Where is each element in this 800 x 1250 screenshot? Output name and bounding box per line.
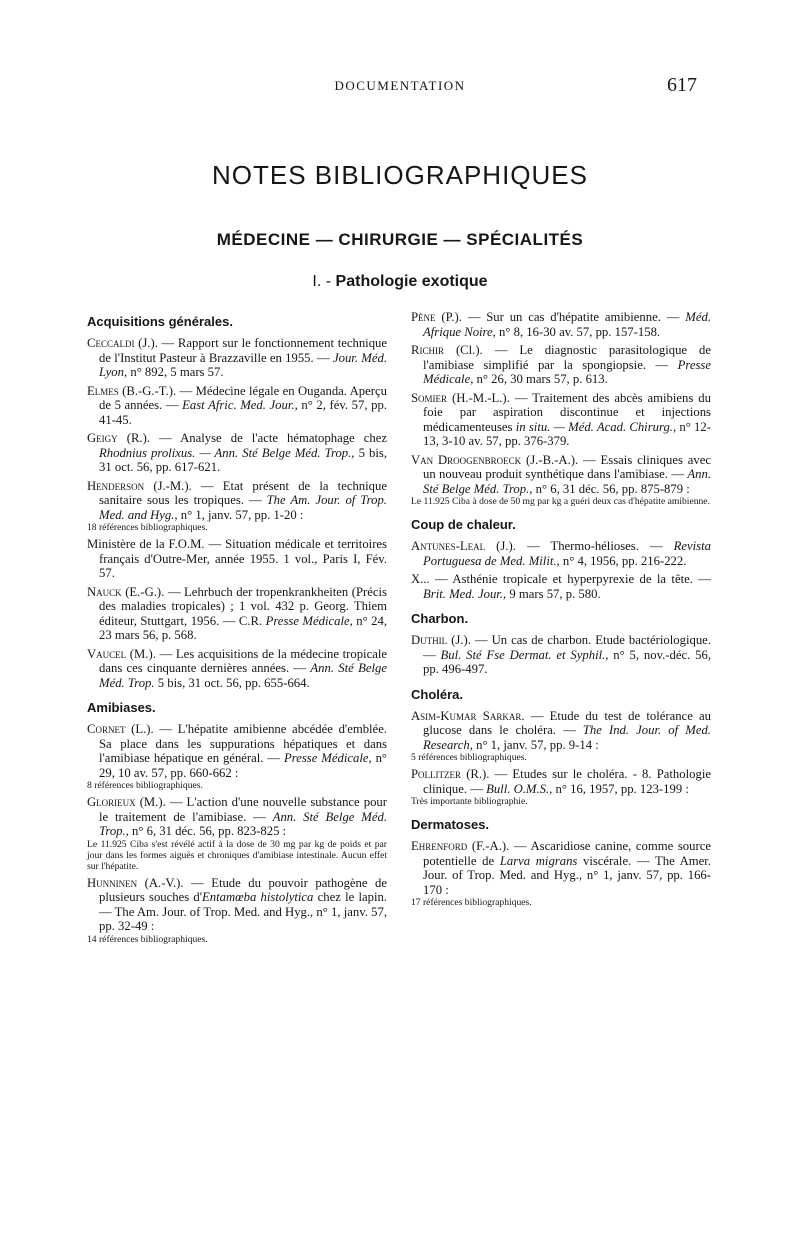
entry-note: Le 11.925 Ciba à dose de 50 mg par kg a guéri deux cas d'hépatite amibienne. <box>411 496 710 507</box>
entry-author: Asim-Kumar Sarkar. <box>411 708 525 723</box>
entry-author: Geigy <box>87 431 118 445</box>
page-title: NOTES BIBLIOGRAPHIQUES <box>212 160 588 190</box>
entry-initials: (J.). <box>134 336 158 350</box>
entry-journal: Presse Médicale, <box>423 357 711 386</box>
entry-author: Cornet <box>87 722 126 736</box>
entry-text <box>411 453 711 497</box>
entry-initials: (B.-G.-T.). <box>118 383 177 398</box>
entry-note: Très importante bibliographie. <box>411 796 528 807</box>
entry-title: Ministère de la F.O.M. — Situation médicale et territoires français d'Outre-Mer, année 1955. 1 vol., Paris I, Fév. 57. <box>87 537 387 580</box>
page-subtitle: MÉDECINE — CHIRURGIE — SPÉCIALITÉS <box>216 230 584 249</box>
entry-initials: (J.-B.-A.). <box>521 452 579 467</box>
bibliography-entry <box>411 343 711 387</box>
entry-text <box>411 539 711 568</box>
bibliography-entry <box>87 479 387 534</box>
entry-text <box>87 537 387 581</box>
entry-title: — L'hépatite amibienne abcédée d'emblée. Sa place dans les suppurations hépatiques et dans l'amibiase hépatique en général. — <box>99 722 387 765</box>
bibliography-entry <box>411 572 711 601</box>
entry-title: — Sur un cas d'hépatite amibienne. — <box>461 310 686 324</box>
page-number: 617 <box>667 74 697 96</box>
entry-details: n° 1, janv. 57, pp. 9-14 : <box>472 737 599 752</box>
entry-title: — Etudes sur le choléra. - 8. Pathologie clinique. — <box>423 767 711 796</box>
heading-amibiases: Amibiases. <box>87 700 156 715</box>
entry-author: Van Droogenbroeck <box>411 452 522 467</box>
entry-details: n° 29, 10 av. 57, pp. 660-662 : <box>99 751 387 780</box>
entry-text <box>87 722 387 780</box>
bibliography-entry <box>411 767 711 807</box>
entry-details: chez le lapin. — The Am. Jour. of Trop. Med. and Hyg., n° 1, janv. 57, pp. 32-49 : <box>99 890 387 933</box>
entry-details: n° 24, 23 mars 56, p. 568. <box>99 613 388 642</box>
entry-title: — Traitement des abcès amibiens du foie par aspiration discontinue et injections médicamenteuses <box>423 390 711 434</box>
section-name: Pathologie exotique <box>335 273 488 290</box>
entry-title: — Un cas de charbon. Etude bactériologique. — <box>423 633 711 662</box>
entry-title: — Thermo-hélioses. — <box>515 539 674 553</box>
heading-acquisitions: Acquisitions générales. <box>87 314 233 329</box>
bibliography-entry <box>411 709 711 764</box>
bibliography-entry <box>87 537 387 581</box>
entry-author: Antunes-Leal <box>411 539 486 553</box>
entry-author: Duthil <box>411 633 448 647</box>
entry-journal: Entamœba histolytica <box>202 890 314 904</box>
entry-note: 5 références bibliographiques. <box>411 752 527 763</box>
entry-journal: Rhodnius prolixus. — Ann. Sté Belge Méd. Trop., <box>99 445 355 460</box>
entry-title: — Le diagnostic parasitologique de l'amibiase simplifié par la spongiopsie. — <box>423 343 711 372</box>
heading-dermatoses: Dermatoses. <box>411 817 490 832</box>
entry-note: 18 références bibliographiques. <box>87 522 208 533</box>
entry-author: Pollitzer <box>411 767 462 781</box>
entry-title: — Etude du pouvoir pathogène de plusieurs souches d' <box>99 875 387 904</box>
entry-initials: (J.). <box>485 539 516 553</box>
entry-initials: (L.). <box>125 722 154 736</box>
entry-initials: (M.). <box>135 795 166 809</box>
entry-details: n° 8, 16-30 av. 57, pp. 157-158. <box>495 324 661 339</box>
section-number: I. - <box>312 273 332 290</box>
bibliography-entry <box>87 431 387 475</box>
entry-title: — Etat présent de la technique sanitaire sous les tropiques. — <box>99 478 387 507</box>
entry-initials: (E.-G.). <box>121 584 165 599</box>
entry-initials: (H.-M.-L.). <box>447 390 510 405</box>
entry-journal: Revista Portuguesa de Med. Milit., <box>423 539 711 568</box>
entry-title: — Etude du test de tolérance au glucose dans le choléra. — <box>423 708 712 737</box>
entry-author: Vaucel <box>87 646 127 661</box>
section-title <box>0 273 800 291</box>
bibliography-entry <box>87 722 387 791</box>
entry-text <box>411 310 711 339</box>
entry-details: n° 26, 30 mars 57, p. 613. <box>473 372 608 386</box>
bibliography-entry <box>411 839 711 908</box>
entry-details: 5 bis, 31 oct. 56, pp. 617-621. <box>99 445 387 474</box>
entry-author: Ehrenford <box>411 839 468 853</box>
entry-details: n° 6, 31 déc. 56, pp. 875-879 : <box>532 481 690 496</box>
entry-text <box>411 767 711 796</box>
entry-details: n° 5, nov.-déc. 56, pp. 496-497. <box>423 647 711 676</box>
entry-text <box>411 839 711 897</box>
entry-note: 14 références bibliographiques. <box>87 933 208 945</box>
entry-journal: in situ. — Méd. Acad. Chirurg., <box>515 419 677 434</box>
entry-journal: Bull. O.M.S., <box>486 781 553 796</box>
entry-journal: Ann. Sté Belge Méd. Trop., <box>423 467 711 496</box>
entry-initials: (J.-M.). <box>144 478 192 493</box>
entry-text <box>87 431 387 475</box>
entry-initials: (F.-A.). <box>467 839 510 853</box>
entry-author: Hunninen <box>87 875 138 890</box>
bibliography-entry <box>87 876 387 945</box>
entry-text <box>411 391 711 449</box>
entry-journal: Larva migrans <box>499 853 578 868</box>
entry-author: Ceccaldi <box>87 336 135 350</box>
bibliography-entry <box>411 310 711 339</box>
entry-details: 9 mars 57, p. 580. <box>506 586 601 601</box>
entry-journal: The Ind. Jour. of Med. Research, <box>423 723 711 752</box>
entry-initials: (Cl.). <box>443 343 483 357</box>
bibliography-entry <box>87 384 387 428</box>
heading-charbon: Charbon. <box>411 611 469 626</box>
bibliography-entry <box>411 633 711 677</box>
entry-journal: Méd. Afrique Noire, <box>423 310 711 339</box>
entry-initials: (R.). <box>117 431 150 445</box>
heading-coup-de-chaleur: Coup de chaleur. <box>411 517 516 532</box>
entry-initials: (J.). <box>447 633 471 647</box>
entry-details: n° 1, janv. 57, pp. 1-20 : <box>177 507 304 522</box>
bibliography-entry <box>411 539 711 568</box>
entry-text <box>87 795 387 839</box>
entry-author: Pène <box>411 310 436 324</box>
entry-title: X... — Asthénie tropicale et hyperpyrexie de la tête. — <box>411 572 711 586</box>
entry-title: — Les acquisitions de la médecine tropicale dans ces cinquante dernières années. — <box>99 646 387 675</box>
right-column <box>411 310 711 912</box>
entry-note: Le 11.925 Ciba s'est révélé actif à la dose de 30 mg par kg de poids et par jour dans les formes aiguës et chroniques d'amibiase intestinale. Aucun effet sur l'hépatite. <box>87 838 387 872</box>
heading-cholera: Choléra. <box>411 686 464 702</box>
bibliography-entry <box>411 391 711 449</box>
entry-text <box>87 479 387 523</box>
entry-title: — Analyse de l'acte hématophage chez <box>149 431 387 445</box>
entry-journal: Ann. Sté Belge Méd. Trop. <box>99 661 387 690</box>
entry-text <box>411 572 711 601</box>
running-title: DOCUMENTATION <box>334 78 466 93</box>
entry-details: n° 6, 31 déc. 56, pp. 823-825 : <box>128 824 287 838</box>
entry-initials: (R.). <box>461 767 490 781</box>
entry-text <box>87 876 387 934</box>
entry-journal: Ann. Sté Belge Méd. Trop., <box>99 809 388 838</box>
bibliography-entry <box>87 647 387 691</box>
entry-journal: Brit. Med. Jour., <box>423 586 507 601</box>
entry-title: — Lehrbuch der tropenkrankheiten (Précis des maladies tropicales) ; 1 vol. 432 p. Georg. Thiem éditeur, Stuttgart, 1956. — C.R. <box>99 584 387 628</box>
entry-title: — L'action d'une nouvelle substance pour le traitement de l'amibiase. — <box>99 795 387 824</box>
bibliography-entry <box>411 453 711 508</box>
entry-initials: (A.-V.). <box>137 875 184 890</box>
entry-journal: Jour. Méd. Lyon, <box>99 350 387 379</box>
entry-title: — Rapport sur le fonctionnement technique de l'Institut Pasteur à Brazzaville en 1955. — <box>99 336 388 365</box>
entry-journal: Presse Médicale, <box>284 751 372 765</box>
entry-details: n° 892, 5 mars 57. <box>127 365 224 379</box>
entry-title: — Ascaridiose canine, comme source potentielle de <box>423 839 711 868</box>
entry-journal: East Afric. Med. Jour., <box>182 398 298 412</box>
entry-journal: Bul. Sté Fse Dermat. et Syphil., <box>440 647 609 662</box>
entry-details: n° 16, 1957, pp. 123-199 : <box>552 781 689 796</box>
running-header <box>0 74 800 98</box>
entry-title: — Médecine légale en Ouganda. Aperçu de 5 années. — <box>99 383 387 412</box>
entry-title: — Essais cliniques avec un nouveau produit synthétique dans l'amibiase. — <box>423 452 711 481</box>
bibliography-entry <box>87 795 387 872</box>
entry-text <box>87 336 387 380</box>
entry-details: n° 2, fév. 57, pp. 41-45. <box>99 398 387 427</box>
entry-author: Glorieux <box>87 795 136 809</box>
entry-details: n° 12-13, 3-10 av. 57, pp. 376-379. <box>423 419 711 448</box>
entry-initials: (P.). <box>435 310 462 324</box>
entry-details: viscérale. — The Amer. Jour. of Trop. Med. and Hyg., n° 1, janv. 57, pp. 166-170 : <box>423 853 711 897</box>
entry-author: Richir <box>411 343 444 357</box>
left-column <box>87 310 387 949</box>
entry-journal: The Am. Jour. of Trop. Med. and Hyg., <box>99 493 387 522</box>
entry-details: n° 4, 1956, pp. 216-222. <box>559 553 687 568</box>
entry-author: Elmes <box>87 383 119 398</box>
entry-note: 8 références bibliographiques. <box>87 780 203 791</box>
entry-note: 17 références bibliographiques. <box>411 897 532 908</box>
entry-text <box>411 633 711 677</box>
bibliography-entry <box>87 336 387 380</box>
entry-text <box>87 647 387 691</box>
entry-journal: Presse Médicale, <box>265 613 353 628</box>
entry-author: Somier <box>411 390 448 405</box>
entry-text <box>87 585 387 643</box>
bibliography-entry <box>87 585 387 643</box>
entry-details: 5 bis, 31 oct. 56, pp. 655-664. <box>154 675 310 690</box>
entry-author: Nauck <box>87 584 122 599</box>
entry-text <box>411 343 711 387</box>
entry-initials: (M.). <box>126 646 156 661</box>
entry-text <box>87 384 387 428</box>
entry-text <box>411 709 711 753</box>
entry-author: Henderson <box>87 478 145 493</box>
